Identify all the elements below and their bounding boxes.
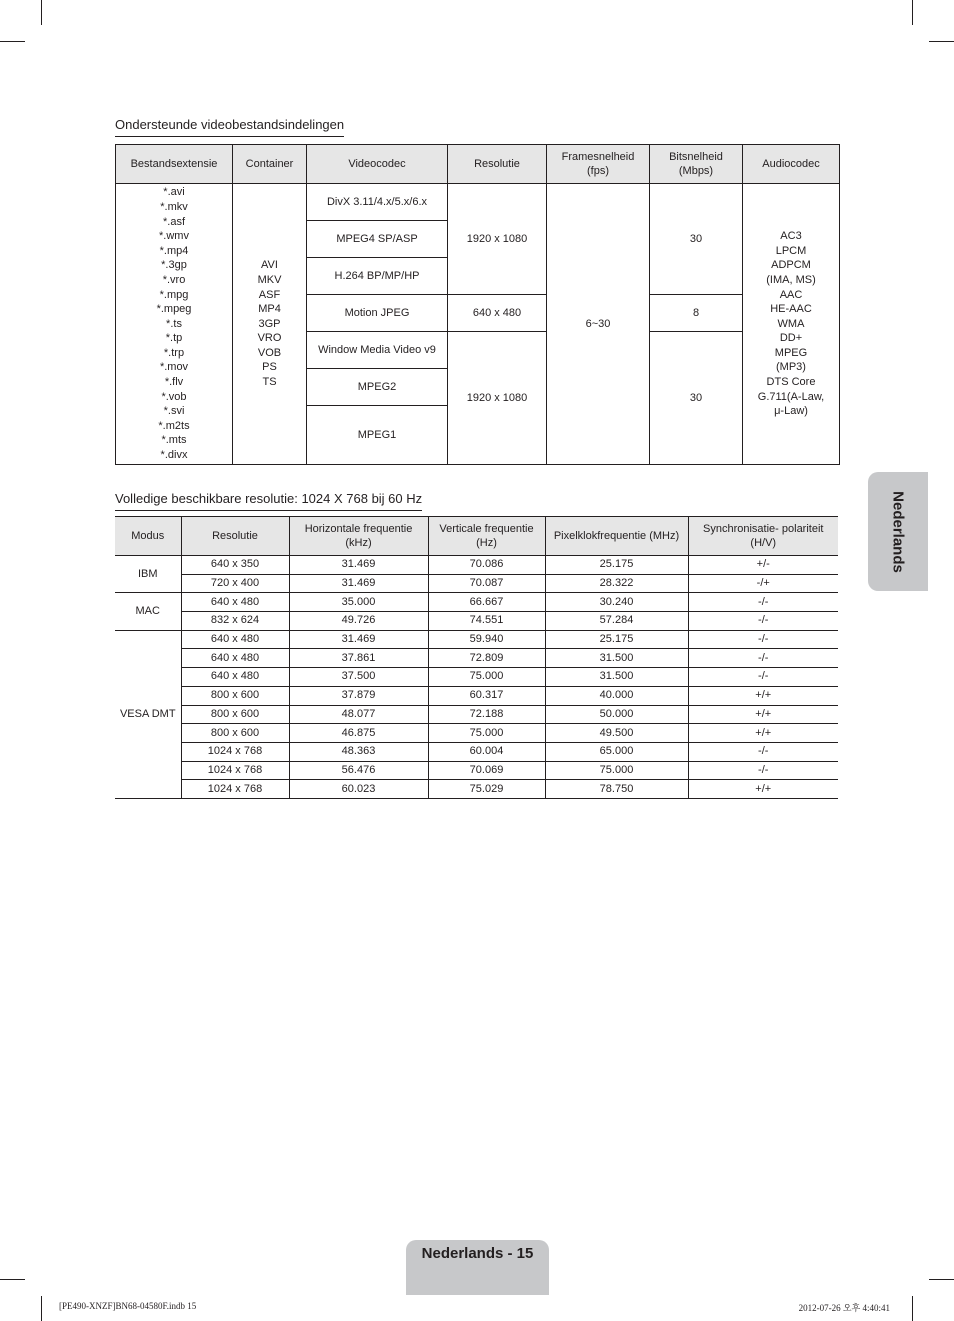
h-freq-cell: 56.476 xyxy=(289,761,428,780)
section-title-video-formats: Ondersteunde videobestandsindelingen xyxy=(115,117,344,137)
extensions-cell: *.avi *.mkv *.asf *.wmv *.mp4 *.3gp *.vro *.mpg *.mpeg *.ts *.tp *.trp *.mov *.flv *.vob *.svi *.m2ts *.mts *.divx xyxy=(116,184,233,465)
table-row xyxy=(115,593,838,612)
v-freq-cell: 70.069 xyxy=(428,761,545,780)
polarity-cell: +/+ xyxy=(688,780,838,799)
resolution-cell: 1920 x 1080 xyxy=(448,184,547,295)
crop-mark xyxy=(0,1279,25,1280)
table-header-row xyxy=(116,145,840,184)
pixel-clock-cell: 40.000 xyxy=(545,686,688,705)
resolution-cell: 640 x 480 xyxy=(181,649,289,668)
language-side-tab-label: Nederlands xyxy=(889,490,907,573)
header-cell: Bestandsextensie xyxy=(116,145,233,184)
resolution-table xyxy=(115,516,838,799)
page-number: Nederlands - 15 xyxy=(406,1240,549,1295)
crop-mark xyxy=(41,0,42,25)
footer-file-info: [PE490-XNZF]BN68-04580F.indb 15 xyxy=(59,1301,197,1311)
v-freq-cell: 59.940 xyxy=(428,630,545,649)
crop-mark xyxy=(912,1296,913,1321)
resolution-cell: 1024 x 768 xyxy=(181,780,289,799)
bitrate-cell: 30 xyxy=(650,332,743,465)
resolution-cell: 832 x 624 xyxy=(181,612,289,631)
polarity-cell: -/- xyxy=(688,742,838,761)
polarity-cell: -/+ xyxy=(688,574,838,593)
framerate-cell: 6~30 xyxy=(547,184,650,465)
table-row xyxy=(115,780,838,799)
section-title-resolution: Volledige beschikbare resolutie: 1024 X 768 bij 60 Hz xyxy=(115,491,422,511)
resolution-cell: 640 x 350 xyxy=(181,556,289,575)
codec-cell: MPEG1 xyxy=(307,406,448,465)
codec-cell: Motion JPEG xyxy=(307,295,448,332)
table-row xyxy=(115,556,838,575)
audio-codec-cell: AC3 LPCM ADPCM (IMA, MS) AAC HE-AAC WMA DD+ MPEG (MP3) DTS Core G.711(A-Law, μ-Law) xyxy=(743,184,840,465)
polarity-cell: -/- xyxy=(688,593,838,612)
pixel-clock-cell: 25.175 xyxy=(545,630,688,649)
video-formats-table xyxy=(115,144,840,465)
v-freq-cell: 60.317 xyxy=(428,686,545,705)
pixel-clock-cell: 65.000 xyxy=(545,742,688,761)
resolution-cell: 640 x 480 xyxy=(181,668,289,687)
pixel-clock-cell: 28.322 xyxy=(545,574,688,593)
mode-cell: IBM xyxy=(115,556,181,593)
table-row xyxy=(115,724,838,743)
polarity-cell: +/+ xyxy=(688,705,838,724)
footer-timestamp: 2012-07-26 오후 4:40:41 xyxy=(798,1303,890,1313)
containers-cell: AVI MKV ASF MP4 3GP VRO VOB PS TS xyxy=(233,184,307,465)
v-freq-cell: 60.004 xyxy=(428,742,545,761)
v-freq-cell: 75.000 xyxy=(428,668,545,687)
table-header-row xyxy=(115,517,838,556)
polarity-cell: +/+ xyxy=(688,724,838,743)
codec-cell: DivX 3.11/4.x/5.x/6.x xyxy=(307,184,448,221)
language-side-tab xyxy=(868,472,928,591)
resolution-cell: 640 x 480 xyxy=(448,295,547,332)
resolution-cell: 1024 x 768 xyxy=(181,761,289,780)
codec-cell: H.264 BP/MP/HP xyxy=(307,258,448,295)
polarity-cell: -/- xyxy=(688,668,838,687)
h-freq-cell: 31.469 xyxy=(289,556,428,575)
resolution-cell: 640 x 480 xyxy=(181,630,289,649)
crop-mark xyxy=(0,41,25,42)
pixel-clock-cell: 25.175 xyxy=(545,556,688,575)
h-freq-cell: 35.000 xyxy=(289,593,428,612)
resolution-cell: 1024 x 768 xyxy=(181,742,289,761)
pixel-clock-cell: 78.750 xyxy=(545,780,688,799)
h-freq-cell: 37.500 xyxy=(289,668,428,687)
v-freq-cell: 75.029 xyxy=(428,780,545,799)
table-row xyxy=(115,630,838,649)
header-cell: Synchronisatie- polariteit (H/V) xyxy=(688,517,838,556)
header-cell: Container xyxy=(233,145,307,184)
header-cell: Resolutie xyxy=(181,517,289,556)
codec-cell: MPEG4 SP/ASP xyxy=(307,221,448,258)
table-row xyxy=(115,612,838,631)
codec-cell: Window Media Video v9 xyxy=(307,332,448,369)
header-cell: Modus xyxy=(115,517,181,556)
v-freq-cell: 75.000 xyxy=(428,724,545,743)
h-freq-cell: 37.861 xyxy=(289,649,428,668)
resolution-cell: 800 x 600 xyxy=(181,686,289,705)
resolution-cell: 720 x 400 xyxy=(181,574,289,593)
bitrate-cell: 8 xyxy=(650,295,743,332)
v-freq-cell: 66.667 xyxy=(428,593,545,612)
pixel-clock-cell: 57.284 xyxy=(545,612,688,631)
codec-cell: MPEG2 xyxy=(307,369,448,406)
bitrate-cell: 30 xyxy=(650,184,743,295)
crop-mark xyxy=(929,1279,954,1280)
header-cell: Resolutie xyxy=(448,145,547,184)
h-freq-cell: 37.879 xyxy=(289,686,428,705)
pixel-clock-cell: 75.000 xyxy=(545,761,688,780)
mode-cell: VESA DMT xyxy=(115,630,181,798)
table-row xyxy=(115,742,838,761)
table-row xyxy=(115,649,838,668)
header-cell: Audiocodec xyxy=(743,145,840,184)
polarity-cell: -/- xyxy=(688,612,838,631)
h-freq-cell: 46.875 xyxy=(289,724,428,743)
header-cell: Bitsnelheid (Mbps) xyxy=(650,145,743,184)
table-row xyxy=(115,668,838,687)
table-row xyxy=(115,686,838,705)
v-freq-cell: 72.188 xyxy=(428,705,545,724)
v-freq-cell: 74.551 xyxy=(428,612,545,631)
pixel-clock-cell: 50.000 xyxy=(545,705,688,724)
header-cell: Horizontale frequentie (kHz) xyxy=(289,517,428,556)
crop-mark xyxy=(912,0,913,25)
pixel-clock-cell: 30.240 xyxy=(545,593,688,612)
resolution-cell: 1920 x 1080 xyxy=(448,332,547,465)
v-freq-cell: 70.086 xyxy=(428,556,545,575)
polarity-cell: -/- xyxy=(688,761,838,780)
h-freq-cell: 31.469 xyxy=(289,630,428,649)
table-row xyxy=(116,184,840,221)
h-freq-cell: 48.077 xyxy=(289,705,428,724)
pixel-clock-cell: 49.500 xyxy=(545,724,688,743)
pixel-clock-cell: 31.500 xyxy=(545,649,688,668)
v-freq-cell: 70.087 xyxy=(428,574,545,593)
table-row xyxy=(115,705,838,724)
h-freq-cell: 49.726 xyxy=(289,612,428,631)
header-cell: Verticale frequentie (Hz) xyxy=(428,517,545,556)
mode-cell: MAC xyxy=(115,593,181,630)
crop-mark xyxy=(929,41,954,42)
table-row xyxy=(115,574,838,593)
table-row xyxy=(115,761,838,780)
resolution-cell: 800 x 600 xyxy=(181,705,289,724)
polarity-cell: +/- xyxy=(688,556,838,575)
polarity-cell: -/- xyxy=(688,649,838,668)
resolution-cell: 800 x 600 xyxy=(181,724,289,743)
header-cell: Videocodec xyxy=(307,145,448,184)
h-freq-cell: 31.469 xyxy=(289,574,428,593)
h-freq-cell: 60.023 xyxy=(289,780,428,799)
v-freq-cell: 72.809 xyxy=(428,649,545,668)
resolution-cell: 640 x 480 xyxy=(181,593,289,612)
pixel-clock-cell: 31.500 xyxy=(545,668,688,687)
crop-mark xyxy=(41,1296,42,1321)
header-cell: Pixelklokfrequentie (MHz) xyxy=(545,517,688,556)
header-cell: Framesnelheid (fps) xyxy=(547,145,650,184)
polarity-cell: +/+ xyxy=(688,686,838,705)
h-freq-cell: 48.363 xyxy=(289,742,428,761)
polarity-cell: -/- xyxy=(688,630,838,649)
